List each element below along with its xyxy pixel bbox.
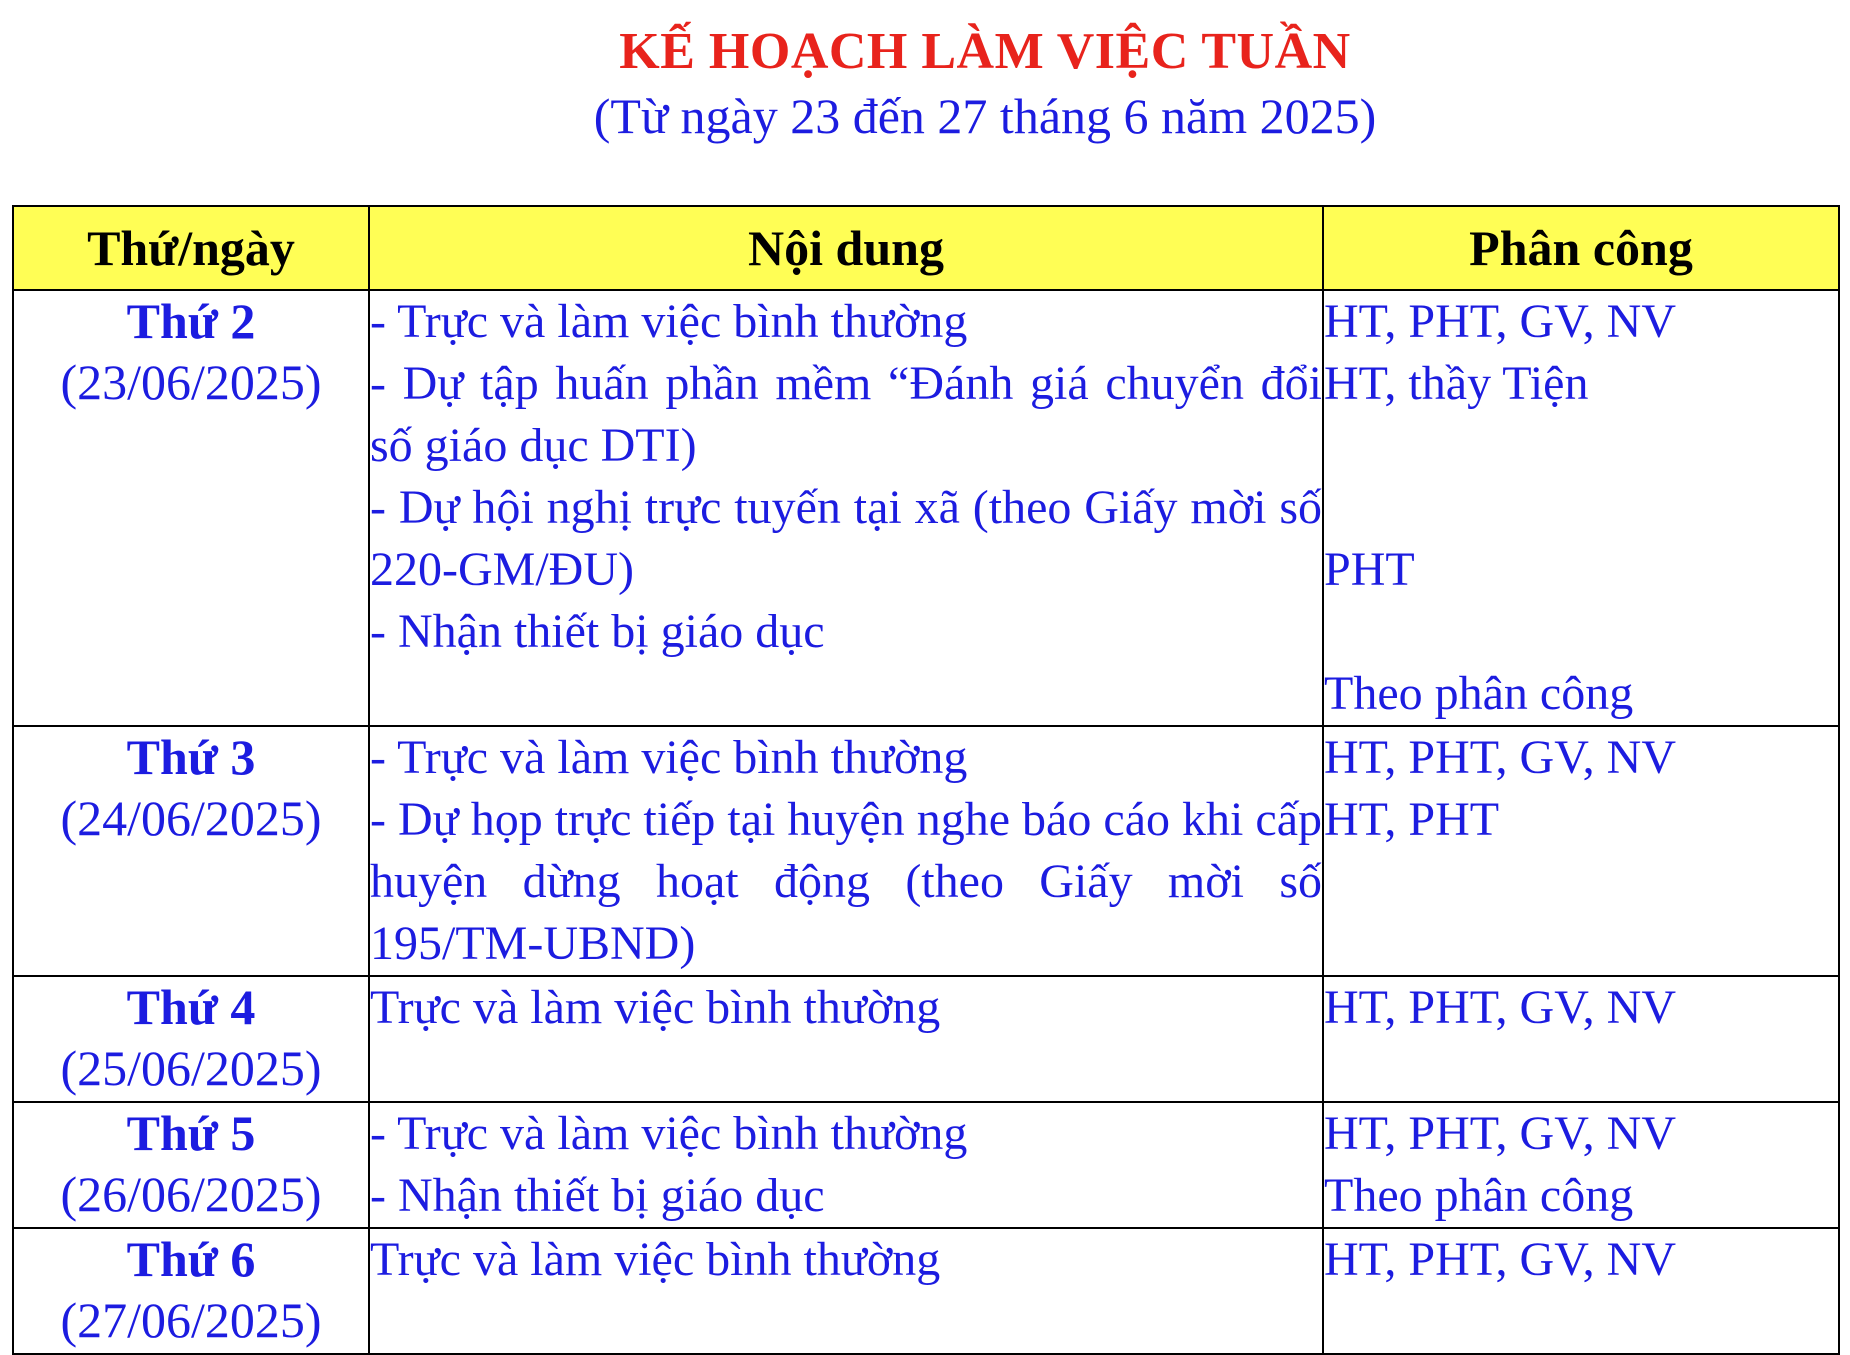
content-item: Trực và làm việc bình thường (370, 1233, 941, 1286)
day-name: Thứ 2 (126, 293, 256, 349)
day-date: (24/06/2025) (60, 790, 322, 846)
assignment-cell (1323, 726, 1839, 976)
content-item: - Nhận thiết bị giáo dục (370, 605, 825, 658)
content-cell (369, 1102, 1323, 1228)
day-name: Thứ 5 (126, 1105, 256, 1161)
table-row (13, 1228, 1839, 1354)
assignment-item: HT, PHT, GV, NV (1324, 1233, 1677, 1286)
day-date: (26/06/2025) (60, 1166, 322, 1222)
content-item: - Dự hội nghị trực tuyến tại xã (theo Giấy mời số 220-GM/ĐU) (370, 481, 1322, 596)
day-cell (13, 290, 369, 726)
table-row (13, 290, 1839, 726)
assignment-cell (1323, 290, 1839, 726)
assignment-cell (1323, 976, 1839, 1102)
column-header-assignment: Phân công (1323, 206, 1839, 290)
document-subtitle: (Từ ngày 23 đến 27 tháng 6 năm 2025) (593, 88, 1377, 144)
day-date: (27/06/2025) (60, 1292, 322, 1348)
content-cell (369, 976, 1323, 1102)
assignment-item (1324, 477, 1838, 539)
assignment-cell (1323, 1228, 1839, 1354)
content-item: - Dự tập huấn phần mềm “Đánh giá chuyển đổi số giáo dục DTI) (370, 357, 1322, 472)
day-name: Thứ 4 (126, 979, 256, 1035)
content-item: - Trực và làm việc bình thường (370, 295, 968, 348)
assignment-item: HT, PHT, GV, NV (1324, 295, 1677, 348)
day-cell (13, 1102, 369, 1228)
content-cell (369, 290, 1323, 726)
content-item: Trực và làm việc bình thường (370, 981, 941, 1034)
day-date: (25/06/2025) (60, 1040, 322, 1096)
day-name: Thứ 6 (126, 1231, 256, 1287)
column-header-content: Nội dung (369, 206, 1323, 290)
table-row (13, 1102, 1839, 1228)
content-item: - Nhận thiết bị giáo dục (370, 1169, 825, 1222)
document-title: KẾ HOẠCH LÀM VIỆC TUẦN (619, 23, 1351, 80)
assignment-item (1324, 415, 1838, 477)
assignment-cell (1323, 1102, 1839, 1228)
assignment-item: HT, PHT, GV, NV (1324, 981, 1677, 1034)
assignment-item: HT, thầy Tiện (1324, 357, 1589, 410)
day-date: (23/06/2025) (60, 354, 322, 410)
assignment-item: HT, PHT, GV, NV (1324, 731, 1677, 784)
content-item: - Dự họp trực tiếp tại huyện nghe báo cáo khi cấp huyện dừng hoạt động (theo Giấy mời số 195/TM-UBND) (370, 793, 1322, 970)
weekly-plan-table (12, 205, 1840, 1355)
day-cell (13, 1228, 369, 1354)
assignment-item (1324, 601, 1838, 663)
table-header-row (13, 206, 1839, 290)
assignment-item: PHT (1324, 543, 1415, 596)
day-name: Thứ 3 (126, 729, 256, 785)
content-item: - Trực và làm việc bình thường (370, 731, 968, 784)
document-header (0, 20, 1850, 148)
assignment-item: Theo phân công (1324, 1169, 1634, 1222)
table-row (13, 726, 1839, 976)
content-item: - Trực và làm việc bình thường (370, 1107, 968, 1160)
assignment-item: HT, PHT, GV, NV (1324, 1107, 1677, 1160)
content-cell (369, 726, 1323, 976)
table-row (13, 976, 1839, 1102)
column-header-day: Thứ/ngày (13, 206, 369, 290)
day-cell (13, 976, 369, 1102)
day-cell (13, 726, 369, 976)
assignment-item: HT, PHT (1324, 793, 1500, 846)
content-cell (369, 1228, 1323, 1354)
assignment-item: Theo phân công (1324, 667, 1634, 720)
